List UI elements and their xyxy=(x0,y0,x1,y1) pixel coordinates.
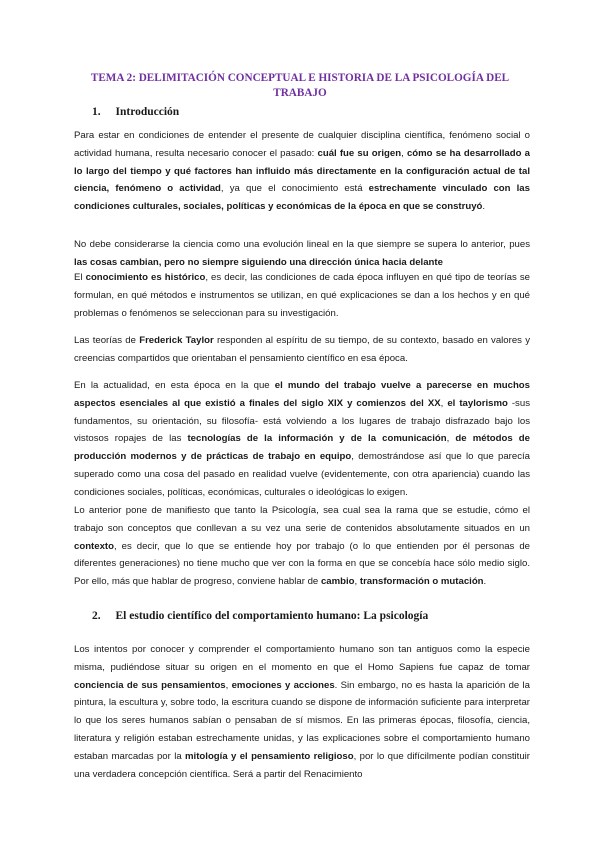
paragraph-7-text: . Sin embargo, no es hasta la aparición de la pintura, la escultura y, sobre todo, la escritura cuando se dispone de información suficiente para interpretar lo que los seres humanos sabían o pensaban de sí mismos. En las primeras épocas, filosofía, ciencia, literatura y religión estaban estrechamente unidas, y las explicaciones sobre el comportamiento humano estaban marcadas por la xyxy=(74,679,530,762)
paragraph-6 xyxy=(74,502,530,591)
paragraph-1-text: , ya que el conocimiento está xyxy=(220,183,369,195)
paragraph-6-text: . xyxy=(483,576,487,588)
paragraph-7-bold: conciencia de sus pensamientos xyxy=(74,679,226,691)
paragraph-6-text: , xyxy=(354,576,360,588)
section-2-heading xyxy=(92,609,428,623)
paragraph-6-bold: contexto xyxy=(74,540,114,552)
paragraph-7-bold: emociones y acciones xyxy=(231,679,335,691)
section-1-number: 1. xyxy=(92,106,101,118)
paragraph-1-text: Para estar en condiciones de entender el presente de cualquier disciplina científica, fenómeno social o actividad humana, resulta necesario conocer el pasado: xyxy=(74,130,530,159)
paragraph-6-bold: transformación o mutación xyxy=(359,576,484,588)
paragraph-7-text: Los intentos por conocer y comprender el comportamiento humano son tan antiguos como la especie misma, pudiéndose situar su origen en el momento en que el Homo Sapiens fue capaz de tomar xyxy=(74,644,530,673)
paragraph-6-bold: cambio xyxy=(320,576,355,588)
paragraph-3-bold: conocimiento es histórico xyxy=(85,272,206,283)
paragraph-6-text: Lo anterior pone de manifiesto que tanto la Psicología, sea cual sea la rama que se estudie, cómo el trabajo son conceptos que conllevan a su vez una serie de contenidos absolutamente situados en un xyxy=(74,505,530,534)
section-1-heading xyxy=(92,105,179,119)
paragraph-3-text: , es decir, las condiciones de cada época influyen en qué tipo de teorías se formulan, en qué métodos e instrumentos se utilizan, en qué explicaciones se dan a los hechos y en qué problemas o fenómenos se seleccionan para su investigación. xyxy=(74,272,530,319)
paragraph-1-bold: cómo se ha desarrollado a lo largo del tiempo y qué factores han influido más directamente en la configuración actual de tal ciencia, fenómeno o actividad xyxy=(74,147,530,195)
paragraph-4 xyxy=(74,332,530,368)
paragraph-1-text: , xyxy=(401,147,407,159)
paragraph-1-bold: estrechamente vinculado con las condiciones culturales, sociales, políticas y económicas de la época en que se construyó xyxy=(74,183,530,213)
paragraph-3 xyxy=(74,269,530,322)
paragraph-7-text: , xyxy=(225,679,232,691)
paragraph-6-text: , es decir, que lo que se entiende hoy por trabajo (o lo que entienden por él personas de diferentes generaciones) no tiene mucho que ver con la forma en que se concebía hace sólo medio siglo. Por ello, más que hablar de progreso, conviene hablar de xyxy=(74,540,530,588)
paragraph-7-text: , por lo que difícilmente podían constituir una verdadera concepción científica. Será a partir del Renacimiento xyxy=(74,750,530,780)
paragraph-4-text: Las teorías de xyxy=(74,335,140,346)
paragraph-5-bold: el mundo del trabajo vuelve a parecerse en muchos aspectos esenciales al que existió a finales del siglo XIX y comienzos del XX xyxy=(74,380,530,409)
paragraph-1-bold: cuál fue su origen xyxy=(317,147,402,159)
section-2-number: 2. xyxy=(92,610,101,622)
paragraph-5-text: , xyxy=(446,433,456,445)
paragraph-2-bold: las cosas cambian, pero no siempre siguiendo una dirección única hacia delante xyxy=(74,256,443,268)
paragraph-2 xyxy=(74,236,530,272)
paragraph-5-text: , xyxy=(440,397,448,409)
paragraph-7-bold: mitología y el pensamiento religioso xyxy=(185,750,354,762)
paragraph-1-text: . xyxy=(482,201,486,213)
paragraph-5-bold: tecnologías de la información y de la comunicación xyxy=(187,433,447,445)
paragraph-3-text: El xyxy=(74,272,86,283)
section-2-title: El estudio científico del comportamiento humano: La psicología xyxy=(115,610,429,622)
document-title: TEMA 2: DELIMITACIÓN CONCEPTUAL E HISTORIA DE LA PSICOLOGÍA DEL TRABAJO xyxy=(90,72,510,99)
paragraph-5-bold: de métodos de producción modernos y de prácticas de trabajo en equipo xyxy=(74,433,530,463)
paragraph-5-text: -sus fundamentos, su orientación, su filosofía- está volviendo a los lugares de trabajo disfrazado bajo los vistosos ropajes de las xyxy=(74,397,530,445)
paragraph-5 xyxy=(74,377,530,502)
paragraph-1 xyxy=(74,127,530,216)
paragraph-5-text: En la actualidad, en esta época en la que xyxy=(74,380,275,391)
paragraph-7 xyxy=(74,641,530,783)
paragraph-5-bold: el taylorismo xyxy=(447,397,508,409)
paragraph-5-text: , demostrándose así que lo que parecía superado como una cosa del pasado en realidad vuelve (evidentemente, con otra apariencia) cuando las condiciones sociales, políticas, económicas, culturales o ideológicas lo exigen. xyxy=(74,451,530,498)
section-1-title: Introducción xyxy=(115,106,180,118)
paragraph-2-text: No debe considerarse la ciencia como una evolución lineal en la que siempre se supera lo anterior, pues xyxy=(74,239,530,250)
paragraph-4-text: responden al espíritu de su tiempo, de su contexto, basado en valores y creencias compartidos que orientaban el pensamiento científico en esa época. xyxy=(74,335,530,364)
paragraph-4-bold: Frederick Taylor xyxy=(139,335,214,346)
